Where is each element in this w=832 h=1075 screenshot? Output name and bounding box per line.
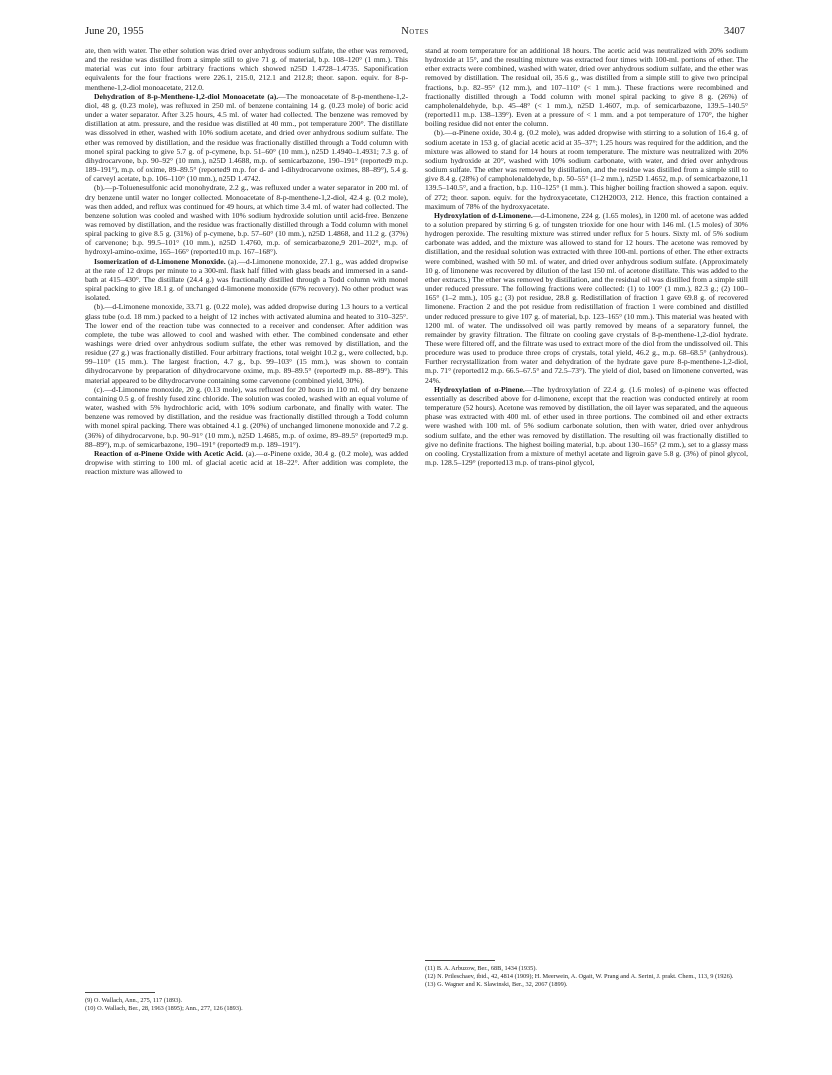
- footnote-rule: [85, 992, 155, 993]
- paragraph-text: (a).—α-Pinene oxide, 30.4 g. (0.2 mole), was added dropwise with stirring to 100 ml. of glacial acetic acid at 18–22°. After addition was complete, the reaction mixture was allowed to: [85, 448, 408, 477]
- right-text-column: [425, 46, 748, 996]
- paragraph-text: (b).—p-Toluenesulfonic acid monohydrate, 2.2 g., was refluxed under a water separator in 200 ml. of dry benzene until water no longer collected. Monoacetate of 8-p-menthene-1,2-diol, 42.4 g. (0.2 mole), was then added, and reflux was continued for 49 hours, at which time 3.4 ml. of water had collected. The benzene solution was cooled and washed with 10% sodium hydroxide solution until acid-free. Benzene was removed by distillation, and the residue was fractionally distilled through a Todd column with monel spiral packing to give 8.5 g. (31%) of p-cymene, b.p. 57–60° (10 mm.), n25D 1.4868, and 11.2 g. (37%) of carvenone; b.p. 99.5–101° (10 mm.), n25D 1.4760, m.p. of semicarbazone,9 201–202°, m.p. of hydroxyl-amino-oxime, 165–166° (reported10 m.p. 167–168°).: [85, 183, 408, 257]
- footnote: (9) O. Wallach, Ann., 275, 117 (1893).: [85, 997, 183, 1004]
- paragraph: [85, 257, 408, 303]
- paragraph: [85, 46, 408, 92]
- paragraph-text: (b).—α-Pinene oxide, 30.4 g. (0.2 mole), was added dropwise with stirring to a solution of 16.4 g. of sodium acetate in 153 g. of glacial acetic acid at 35–37°; 1.25 hours was required for the addition, and the mixture was allowed to stand for 14 hours at room temperature. The mixture was neutralized with 20% sodium hydroxide at 20°, washed with 10% sodium carbonate, with water, and dried over anhydrous sodium sulfate. The ether was removed by distillation, and the residue was distilled from a simple still to give 8.4 g. (28%) of campholenaldehyde, b.p. 50–55° (1–2 mm.), n25D 1.4652, m.p. of semicarbazone,11 139.5–140.5°, and a fraction, b.p. 110–125° (1 mm.). This higher boiling fraction showed a sapon. equiv. of 272; theor. sapon. equiv. for the hydroxyacetate, C12H20O3, 212. Hence, this fraction contained a maximum of 78% of the hydroxyacetate.: [425, 128, 748, 211]
- paragraph: [425, 211, 748, 385]
- paragraph: [425, 46, 748, 128]
- paragraph-text: —The monoacetate of 8-p-menthene-1,2-diol, 48 g. (0.23 mole), was refluxed in 250 ml. of benzene containing 14 g. (0.23 mole) of boric acid under a water separator. After 3.25 hours, 4.5 ml. of water had collected. The benzene was removed by distillation at atm. pressure, and the residue was distilled at 40 mm., pot temperature 200°. The distillate was dissolved in ether, washed with 10% sodium acetate, and dried over anhydrous sodium sulfate. The ether was removed by distillation, and the residue was fractionally distilled through a Todd column with monel spiral packing to give 5.7 g. of p-cymene, b.p. 51–60° (10 mm.), n25D 1.4940–1.4931; 7.3 g. of dihydrocarvone, b.p. 90–92° (10 mm.), n25D 1.4688, m.p. of semicarbazone, 190–191° (reported9 m.p. 189–191°), m.p. of oxime, 89–89.5° (reported9 m.p. for d- and l-dihydrocarvone oximes, 88–89°), 5.4 g. of carveyl acetate, b.p. 106–110° (10 mm.), n25D 1.4742.: [85, 91, 408, 184]
- footnote: (11) B. A. Arbuzow, Ber., 68B, 1434 (1935).: [425, 965, 537, 972]
- section-heading: Hydroxylation of d-Limonene.: [434, 210, 533, 220]
- footnote: (13) G. Wagner and K. Slawinski, Ber., 32, 2067 (1899).: [425, 981, 568, 988]
- page-number: 3407: [724, 26, 745, 37]
- paragraph: [85, 92, 408, 184]
- journal-section-title: Notes: [401, 26, 429, 37]
- footnote: (12) N. Prileschaev, ibid., 42, 4814 (1909); H. Meerwein, A. Ogait, W. Prang and A. Serini, J. prakt. Chem., 113, 9 (1926).: [425, 973, 734, 980]
- paragraph: [425, 385, 748, 467]
- footnotes-left: [85, 992, 408, 1013]
- paragraph: [85, 302, 408, 384]
- paragraph-text: stand at room temperature for an additional 18 hours. The acetic acid was neutralized with 20% sodium hydroxide at 15°, and the resulting mixture was extracted four times with 100-ml. portions of ether. The ether extracts were combined, washed with water, dried over anhydrous sodium sulfate, and the ether was removed by distillation. The residual oil, 35.6 g., was distilled from a simple still to give two principal fractions, b.p. 82–95° (12 mm.), and 107–110° (< 1 mm.). These fractions were recombined and fractionally distilled through a Todd column with monel spiral packing to give 8 g. (26%) of campholenaldehyde, b.p. 45–48° (< 1 mm.), n25D 1.4607, m.p. of semicarbazone, 139.5–140.5° (reported11 m.p. 138–139°). Even at a pressure of < 1 mm. and a pot temperature of 170°, the higher boiling residue did not enter the column.: [425, 46, 748, 129]
- section-heading: Reaction of α-Pinene Oxide with Acetic Acid.: [94, 448, 244, 458]
- section-heading: Dehydration of 8-p-Menthene-1,2-diol Monoacetate (a).: [94, 91, 279, 101]
- paragraph-text: —d-Limonene, 224 g. (1.65 moles), in 1200 ml. of acetone was added to a solution prepared by stirring 6 g. of tungsten trioxide for one hour with 146 ml. (1.5 moles) of 30% hydrogen peroxide. The resulting mixture was stirred under reflux for 5 hours. Sixty ml. of 5% sodium carbonate was added, and the mixture was allowed to stand for 12 hours. The acetone was removed by distillation, and the residual solution was extracted with three 100-ml. portions of ether. The ether extracts were combined, washed with 50 ml. of water, and dried over anhydrous sodium sulfate. (Approximately 10 g. of limonene was recovered by dilution of the last 150 ml. of acetone distillate. This was added to the ether extracts.) The ether was removed by distillation, and the residual oil was distilled from a simple still under reduced pressure. The following fractions were collected: (1) to 100° (1 mm.), 82.3 g.; (2) 100–165° (1–2 mm.), 105 g.; (3) pot residue, 28.8 g. Redistillation of fraction 1 gave 69.8 g. of recovered limonene. Fraction 2 and the pot residue from redistillation of fraction 1 were combined and distilled under reduced pressure to give 107 g. of material, b.p. 123–165° (10 mm.). This material was heated with 1200 ml. of water. The undissolved oil was partly removed by means of a separatory funnel, the remainder by gravity filtration. The filtrate on cooling gave crystals of 8-p-menthene-1,2-diol hydrate. These were filtered off, and the filtrate was used to extract more of the diol from the undissolved oil. This procedure was used to produce three crops of crystals, total yield, 46.2 g., m.p. 68–68.5° (anhydrous). Further recrystallization from water and dehydration of the hydrate gave pure 8-p-menthene-1,2-diol, m.p. 71° (reported12 m.p. 66.5–67.5° and 72.5–73°). The yield of diol, based on limonene converted, was 24%.: [425, 210, 749, 385]
- paragraph-text: —The hydroxylation of 22.4 g. (1.6 moles) of α-pinene was effected essentially as described above for d-limonene, except that the reaction was conducted entirely at room temperature (52 hours). Acetone was removed by distillation, the oil layer was separated, and the aqueous phase was extracted with 400 ml. of ether used in three portions. The combined oil and ether extracts were washed with 100 ml. of 5% sodium carbonate solution, then with water, dried over anhydrous sodium sulfate, and the ether was removed by distillation. The resulting oil was fractionally distilled to give no definite fractions. The highest boiling material, b.p. about 130–165° (2 mm.), set to a glassy mass on cooling. Crystallization from a mixture of methyl acetate and ligroin gave 5.8 g. (3%) of pinol glycol, m.p. 128.5–129° (reported13 m.p. of trans-pinol glycol,: [425, 384, 748, 468]
- paragraph: [85, 183, 408, 256]
- paragraph: [85, 449, 408, 476]
- footnote: (10) O. Wallach, Ber., 28, 1963 (1895); Ann., 277, 126 (1893).: [85, 1005, 243, 1012]
- left-text-column: [85, 46, 408, 996]
- paragraph-text: (a).—d-Limonene monoxide, 27.1 g., was added dropwise at the rate of 12 drops per minute to a 300-ml. flask half filled with glass beads and immersed in a sand-bath at 415–430°. The distillate (24.4 g.) was fractionally distilled through a Todd column with monel spiral packing to give 18.1 g. of unchanged d-limonene monoxide (67% recovery). No other product was isolated.: [85, 256, 408, 303]
- footnotes-right: [425, 960, 748, 989]
- running-header: [85, 26, 745, 42]
- paragraph: [85, 385, 408, 449]
- section-heading: Isomerization of d-Limonene Monoxide.: [94, 256, 226, 266]
- paragraph-text: (c).—d-Limonene monoxide, 20 g. (0.13 mole), was refluxed for 20 hours in 110 ml. of dry benzene containing 0.5 g. of freshly fused zinc chloride. The solution was cooled, washed with an equal volume of water, washed with 5% hydrochloric acid, with 10% sodium carbonate, and finally with water. The benzene was removed by distillation, and the residue was fractionally distilled through a Todd column with monel spiral packing. There was obtained 4.1 g. (20%) of unchanged limonene monoxide and 7.2 g. (36%) of dihydrocarvone, b.p. 90–91° (10 mm.), n25D 1.4685, m.p. of oxime, 89–89.5° (reported9 m.p. 88–89°), m.p. of semicarbazone, 190–191° (reported9 m.p. 189–191°).: [85, 384, 408, 449]
- paragraph: [425, 128, 748, 210]
- paragraph-text: (b).—d-Limonene monoxide, 33.71 g. (0.22 mole), was added dropwise during 1.3 hours to a vertical glass tube (o.d. 18 mm.) packed to a height of 12 inches with activated alumina and heated to 310–325°. The lower end of the reaction tube was connected to a receiver and condenser. After addition was complete, the tube was allowed to cool and washed with ether. The combined condensate and ether washings were dried over anhydrous sodium sulfate, the ether was removed by distillation, and the residue (27 g.) was fractionally distilled. Four arbitrary fractions, total weight 10.2 g., were collected, b.p. 99–110° (15 mm.). The largest fraction, 4.7 g., b.p. 99–103° (15 mm.), was shown to contain dihydrocarvone by preparation of dihydrocarvone oxime, m.p. 89–89.5° (reported9 m.p. 88–89°). This material appeared to be dihydrocarvone containing some carvenone (combined yield, 30%).: [85, 302, 408, 385]
- footnote-rule: [425, 960, 495, 961]
- section-heading: Hydroxylation of α-Pinene.: [434, 384, 525, 394]
- header-date: June 20, 1955: [85, 26, 144, 37]
- paragraph-text: ate, then with water. The ether solution was dried over anhydrous sodium sulfate, the ether was removed, and the residue was distilled from a simple still to give 71 g. of material, b.p. 108–120° (1 mm.). This material was cut into four arbitrary fractions which showed n25D 1.4728–1.4735. Saponification equivalents for the four fractions were 226.1, 215.0, 212.1 and 212.8; theor. sapon. equiv. for 8-p-menthene-1,2-diol monoacetate, 212.0.: [85, 46, 408, 92]
